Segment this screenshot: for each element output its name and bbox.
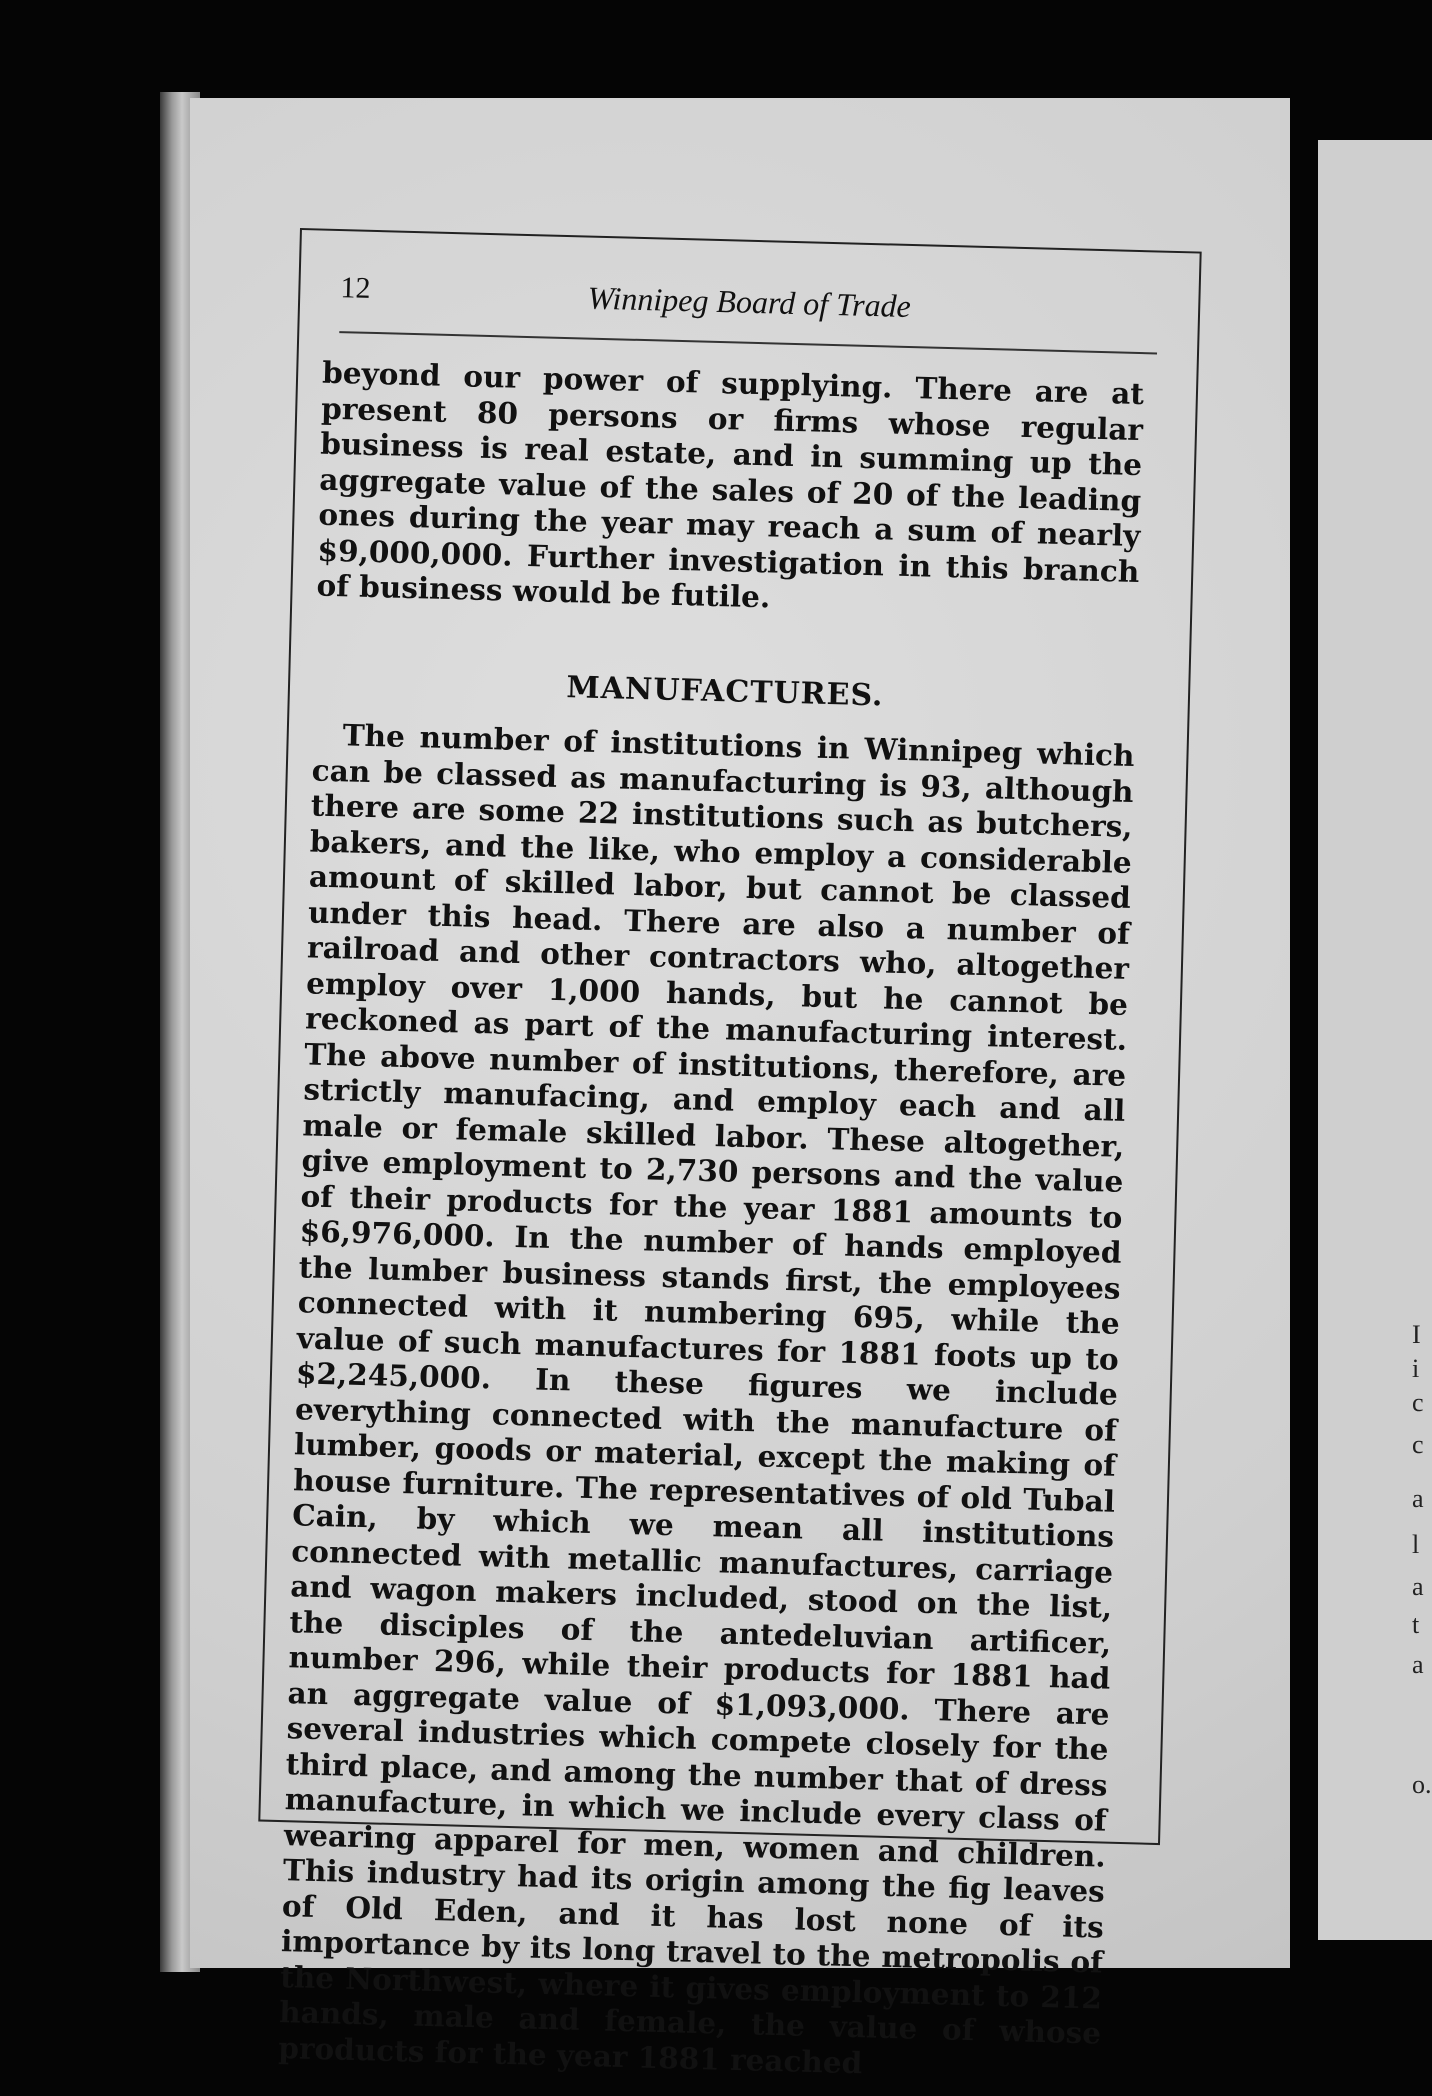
- facing-page-fragment: c: [1412, 1388, 1424, 1417]
- facing-page: [1318, 140, 1432, 1940]
- paragraph: beyond our power of supplying. There are at present 80 persons or firms whose regular business is real estate, and in summing up the aggregate value of the sales of 20 of the leading ones during the year may reach a sum of nearly $9,000,000. Further investigation in this branch of business would be futile.: [316, 354, 1145, 615]
- running-title: Winnipeg Board of Trade: [587, 279, 912, 325]
- facing-page-fragment: a: [1412, 1484, 1424, 1513]
- facing-page-fragment: c: [1412, 1430, 1424, 1459]
- facing-page-fragment: a: [1412, 1572, 1424, 1601]
- facing-page-fragment: t: [1412, 1610, 1420, 1639]
- facing-page-fragment: o.: [1412, 1770, 1432, 1799]
- facing-page-fragment: l: [1412, 1530, 1420, 1559]
- page-header: [339, 271, 1158, 354]
- facing-page-fragment: a: [1412, 1650, 1424, 1679]
- body-text: [278, 355, 1145, 2087]
- paragraph: The number of institutions in Winnipeg which can be classed as manufacturing is 93, although there are some 22 institutions such as butchers, bakers, and the like, who employ a considerable amount of skilled labor, but cannot be classed under this head. There are also a number of railroad and other contractors who, altogether employ over 1,000 hands, but he cannot be reckoned as part of the manufacturing interest. The above number of institutions, therefore, are strictly manufacing, and employ each and all male or female skilled labor. These altogether, give employment to 2,730 persons and the value of their products for the year 1881 amounts to $6,976,000. In the number of hands employed the lumber business stands first, the employees connected with it numbering 695, while the value of such manufactures for 1881 foots up to $2,245,000. In these figures we include everything connected with the manufacture of lumber, goods or material, except the making of house furniture. The representatives of old Tubal Cain, by which we mean all institutions connected with metallic manufactures, carriage and wagon makers included, stood on the list, the disciples of the antedeluvian artificer, number 296, while their products for 1881 had an aggregate value of $1,093,000. There are several industries which compete closely for the third place, and among the number that of dress manufacture, in which we include every class of wearing apparel for men, women and children. This industry had its origin among the fig leaves of Old Eden, and it has lost none of its importance by its long travel to the metropolis of the Northwest, where it gives employment to 212 hands, male and female, the value of whose products for the year 1881 reached: [277, 717, 1135, 2080]
- facing-page-fragment: i: [1412, 1354, 1420, 1383]
- text-frame: [258, 228, 1201, 2080]
- page-number: 12: [340, 271, 371, 305]
- section-heading: MANUFACTURES.: [566, 669, 884, 713]
- facing-page-fragment: I: [1412, 1320, 1421, 1349]
